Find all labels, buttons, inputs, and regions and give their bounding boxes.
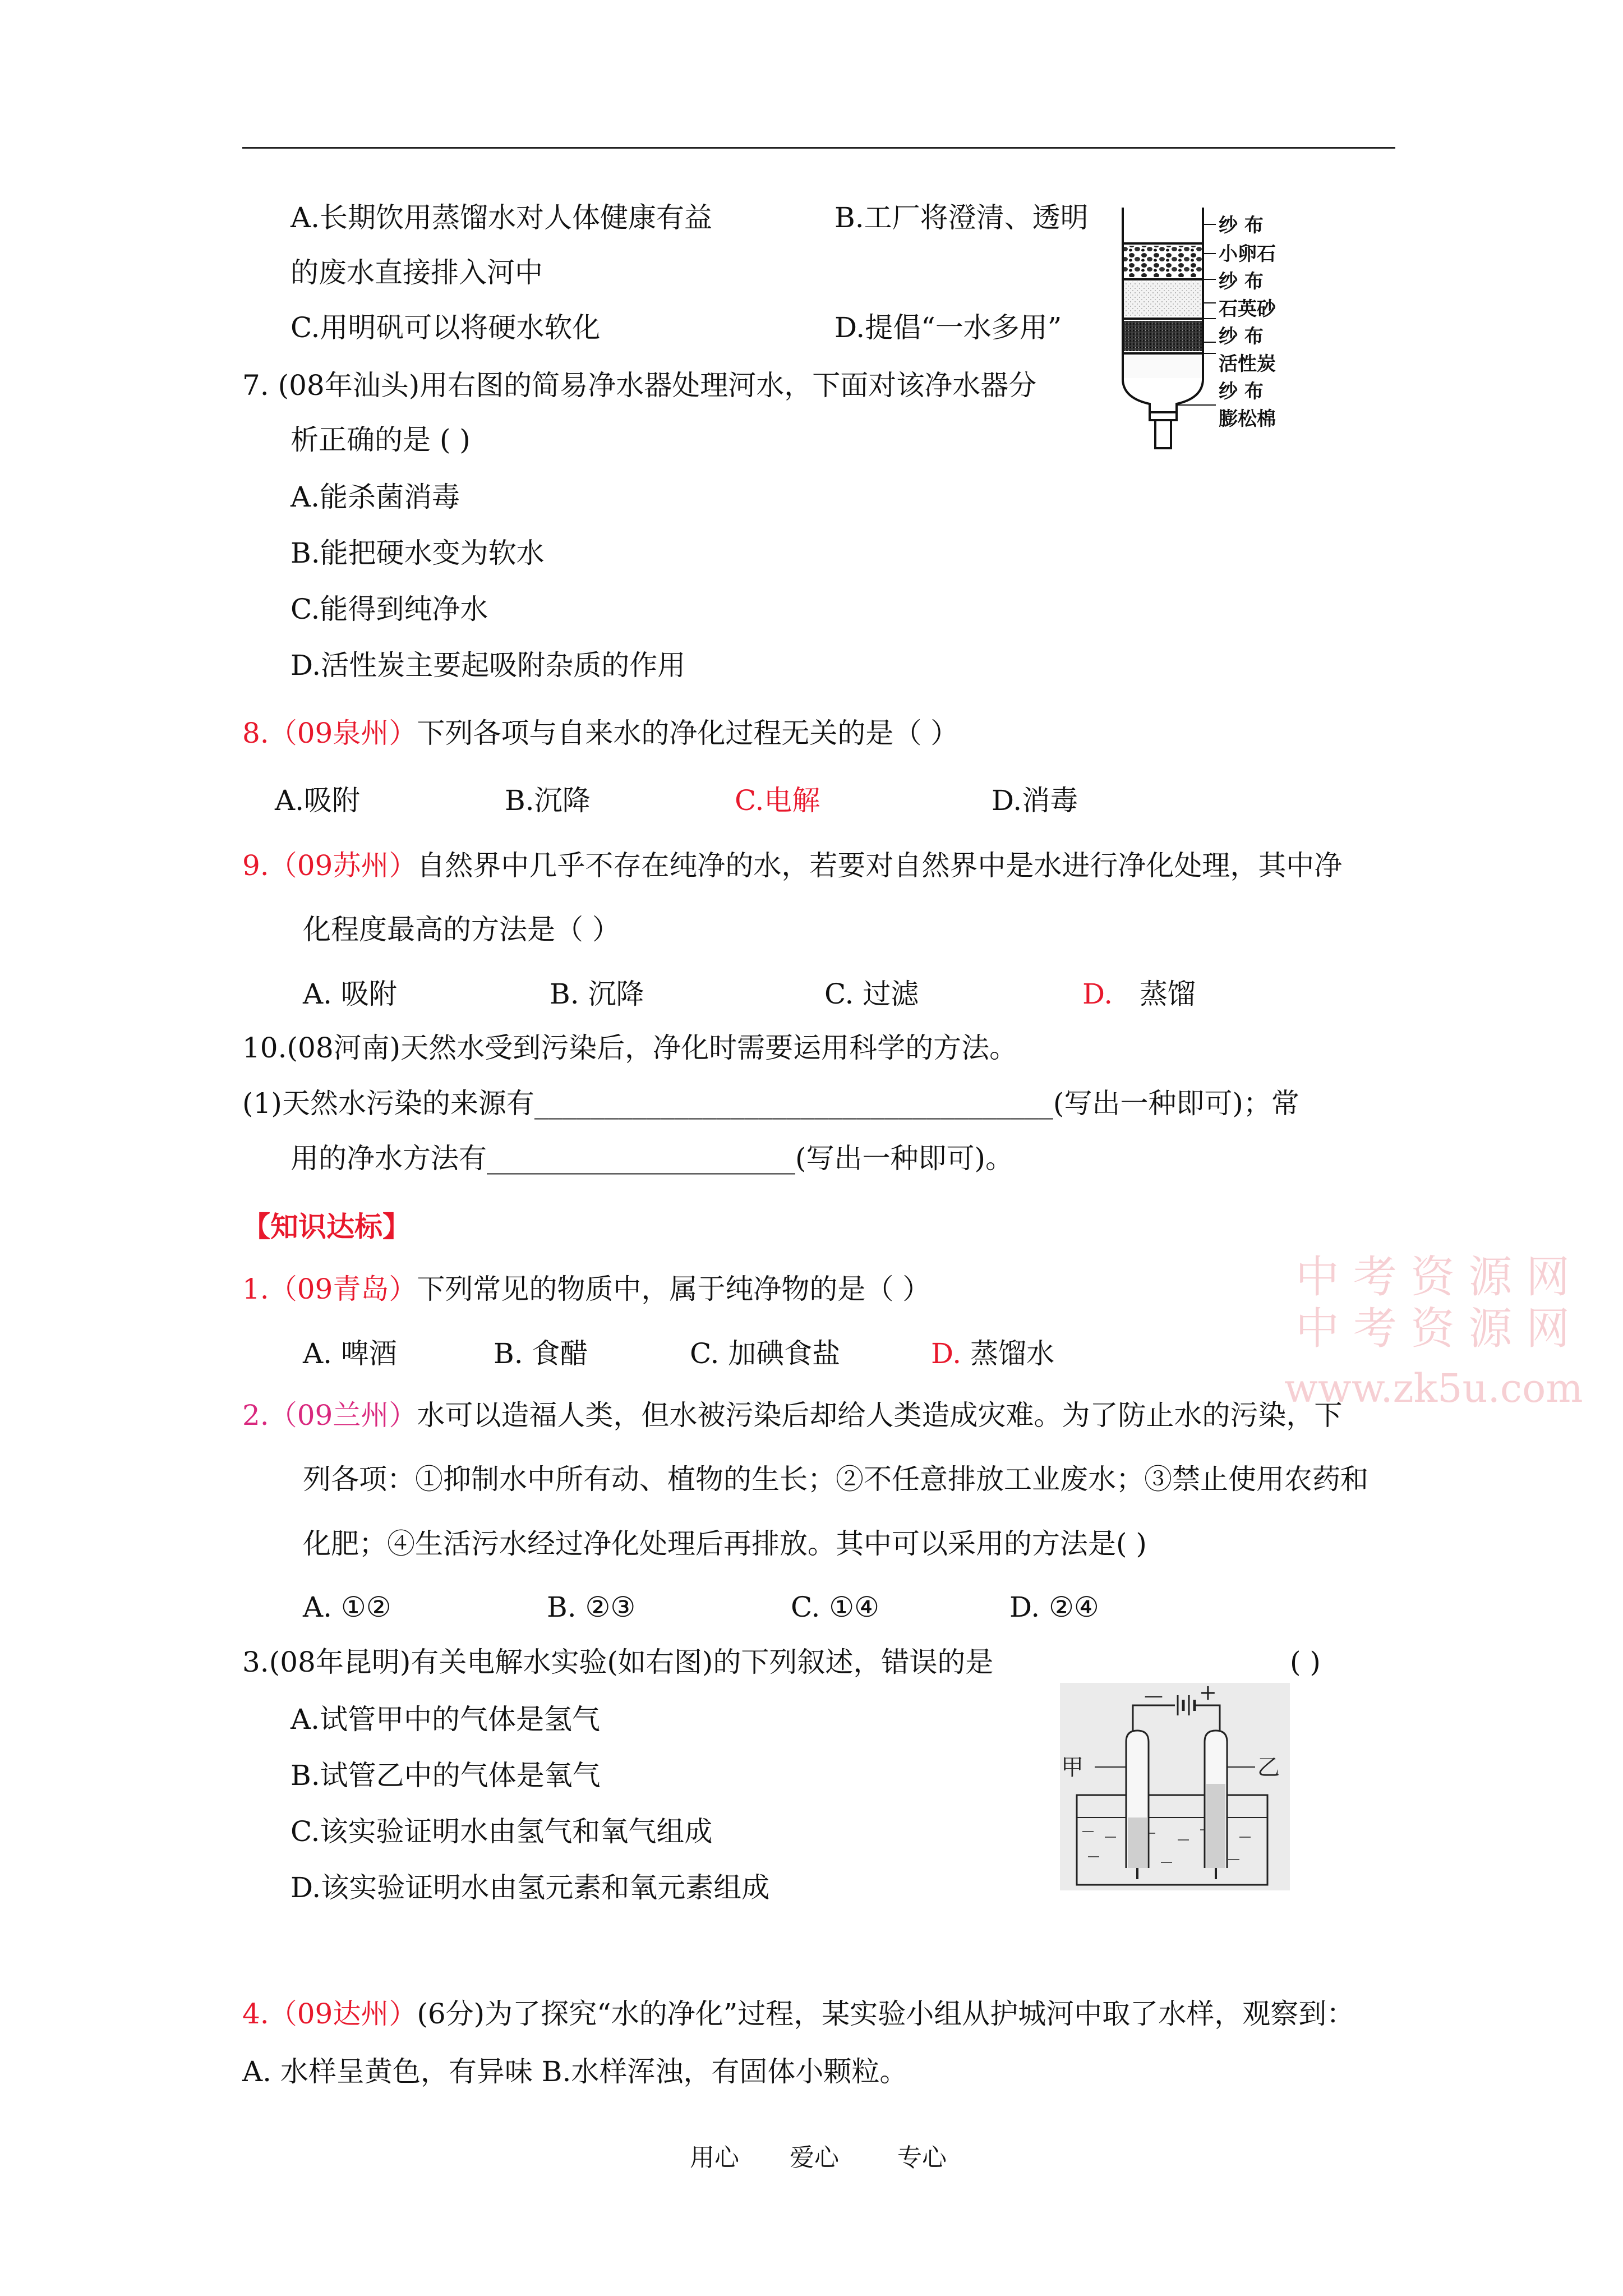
quartz-sand-layer	[1124, 282, 1202, 316]
pebble-layer	[1124, 246, 1202, 277]
k1-option-d: D. 蒸馏水	[931, 1337, 1055, 1370]
q10-part1-line2: 用的净水方法有______________________(写出一种即可)。	[291, 1142, 1014, 1175]
q6-option-b: B.工厂将澄清、透明	[834, 201, 1089, 234]
q9-stem	[242, 849, 1343, 882]
footer-yongxin: 用心	[690, 2143, 739, 2172]
q9-option-d-letter: D.	[1082, 978, 1113, 1010]
cloth-layer-1	[1124, 242, 1202, 245]
k1-source: （09青岛）	[269, 1273, 417, 1305]
label-cloth-2: 纱 布	[1219, 270, 1264, 293]
water-filter-diagram	[1116, 202, 1318, 454]
q9-source: （09苏州）	[269, 849, 417, 882]
q6-option-b-continued: 的废水直接排入河中	[291, 256, 543, 289]
k4-observations: A. 水样呈黄色，有异味 B.水样浑浊，有固体小颗粒。	[242, 2055, 908, 2088]
k3-option-a: A.试管甲中的气体是氢气	[291, 1703, 601, 1736]
header-rule	[242, 147, 1395, 149]
q7-stem-line2: 析正确的是 ( )	[291, 424, 471, 456]
k2-option-d: D. ②④	[1009, 1591, 1099, 1623]
watermark-line1: 中 考 资 源 网	[1295, 1252, 1570, 1303]
k3-answer-paren: ( )	[1290, 1646, 1321, 1678]
label-tube-jia: 甲	[1061, 1755, 1083, 1780]
k2-text-line2: 列各项：①抑制水中所有动、植物的生长；②不任意排放工业废水；③禁止使用农药和	[303, 1463, 1368, 1496]
label-activated-carbon: 活性炭	[1219, 353, 1276, 375]
q9-option-d-text: 蒸馏	[1139, 978, 1196, 1010]
k2-option-c: C. ①④	[791, 1591, 879, 1623]
minus-sign: —	[1144, 1685, 1163, 1707]
k2-option-a: A. ①②	[303, 1591, 391, 1623]
k3-option-b: B.试管乙中的气体是氧气	[291, 1759, 601, 1792]
activated-carbon-layer	[1124, 321, 1202, 351]
watermark-line2: 中 考 资 源 网	[1295, 1304, 1570, 1354]
q8-source: （09泉州）	[269, 717, 417, 749]
cloth-layer-2	[1124, 278, 1202, 280]
q6-option-d: D.提倡“一水多用”	[834, 311, 1062, 344]
k1-option-b: B. 食醋	[494, 1337, 588, 1370]
q8-option-d: D.消毒	[992, 784, 1078, 817]
k2-stem	[242, 1399, 1343, 1432]
q10-stem: 10.(08河南)天然水受到污染后，净化时需要运用科学的方法。	[242, 1032, 1018, 1064]
q7-option-c: C.能得到纯净水	[291, 593, 488, 625]
watermark-url: www.zk5u.com	[1284, 1365, 1583, 1411]
footer-aixin: 爱心	[790, 2143, 839, 2172]
electrolysis-diagram	[1060, 1683, 1290, 1890]
k3-option-d: D.该实验证明水由氢元素和氧元素组成	[291, 1871, 770, 1904]
q8-option-c: C.电解	[735, 784, 820, 817]
k1-option-d-text: 蒸馏水	[961, 1337, 1055, 1370]
q8-option-a: A.吸附	[275, 784, 361, 817]
k3-stem: 3.(08年昆明)有关电解水实验(如右图)的下列叙述，错误的是	[242, 1646, 994, 1678]
q7-option-b: B.能把硬水变为软水	[291, 537, 545, 569]
q8-stem	[242, 719, 958, 747]
q6-option-c: C.用明矾可以将硬水软化	[291, 311, 601, 344]
q7-stem-line1: 7. (08年汕头)用右图的简易净水器处理河水，下面对该净水器分	[242, 369, 1037, 402]
label-pebbles: 小卵石	[1219, 243, 1276, 265]
k4-text: (6分)为了探究“水的净化”过程，某实验小组从护城河中取了水样，观察到：	[417, 1998, 1355, 2030]
k1-text: 下列常见的物质中，属于纯净物的是（ ）	[417, 1273, 931, 1305]
plus-sign: +	[1199, 1683, 1217, 1705]
label-cloth-1: 纱 布	[1219, 214, 1264, 237]
q6-option-a: A.长期饮用蒸馏水对人体健康有益	[291, 201, 713, 234]
k4-number: 4.	[242, 1998, 269, 2030]
q9-option-a: A. 吸附	[303, 978, 397, 1010]
k4-stem	[242, 2000, 1354, 2028]
q9-text-line2: 化程度最高的方法是（ ）	[303, 913, 620, 946]
k1-number: 1.	[242, 1273, 269, 1305]
k1-stem	[242, 1275, 930, 1303]
cloth-layer-4	[1124, 352, 1202, 355]
q9-option-d	[1082, 980, 1196, 1008]
q9-number: 9.	[242, 849, 269, 882]
cloth-layer-3	[1124, 318, 1202, 320]
q8-option-b: B.沉降	[505, 784, 591, 817]
footer-zhuanxin: 专心	[897, 2143, 947, 2172]
k2-source: （09兰州）	[269, 1399, 417, 1432]
k3-option-c: C.该实验证明水由氢气和氧气组成	[291, 1815, 713, 1848]
label-cotton: 膨松棉	[1219, 408, 1276, 430]
label-cloth-3: 纱 布	[1219, 325, 1264, 348]
q7-option-d: D.活性炭主要起吸附杂质的作用	[291, 649, 686, 682]
section-title: 【知识达标】	[242, 1210, 411, 1243]
k4-source: （09达州）	[269, 1998, 417, 2030]
q7-option-a: A.能杀菌消毒	[291, 481, 460, 513]
q9-option-c: C. 过滤	[824, 978, 919, 1010]
k2-text-line3: 化肥；④生活污水经过净化处理后再排放。其中可以采用的方法是( )	[303, 1527, 1147, 1560]
q9-text-line1: 自然界中几乎不存在纯净的水，若要对自然界中是水进行净化处理，其中净	[417, 849, 1343, 882]
label-quartz-sand: 石英砂	[1219, 298, 1276, 320]
q8-text: 下列各项与自来水的净化过程无关的是（ ）	[417, 717, 959, 749]
k2-option-b: B. ②③	[547, 1591, 636, 1623]
q10-part1-line1: (1)天然水污染的来源有_____________________________________(写出一种即可)；常	[242, 1087, 1299, 1120]
q9-option-b: B. 沉降	[550, 978, 644, 1010]
label-cloth-4: 纱 布	[1219, 380, 1264, 403]
q8-number: 8.	[242, 717, 269, 749]
k1-option-c: C. 加碘食盐	[690, 1337, 841, 1370]
k2-number: 2.	[242, 1399, 269, 1432]
label-tube-yi: 乙	[1257, 1755, 1280, 1780]
k1-option-a: A. 啤酒	[303, 1337, 397, 1370]
cotton-layer	[1124, 356, 1202, 378]
k2-text-line1: 水可以造福人类，但水被污染后却给人类造成灾难。为了防止水的污染，下	[417, 1399, 1343, 1432]
